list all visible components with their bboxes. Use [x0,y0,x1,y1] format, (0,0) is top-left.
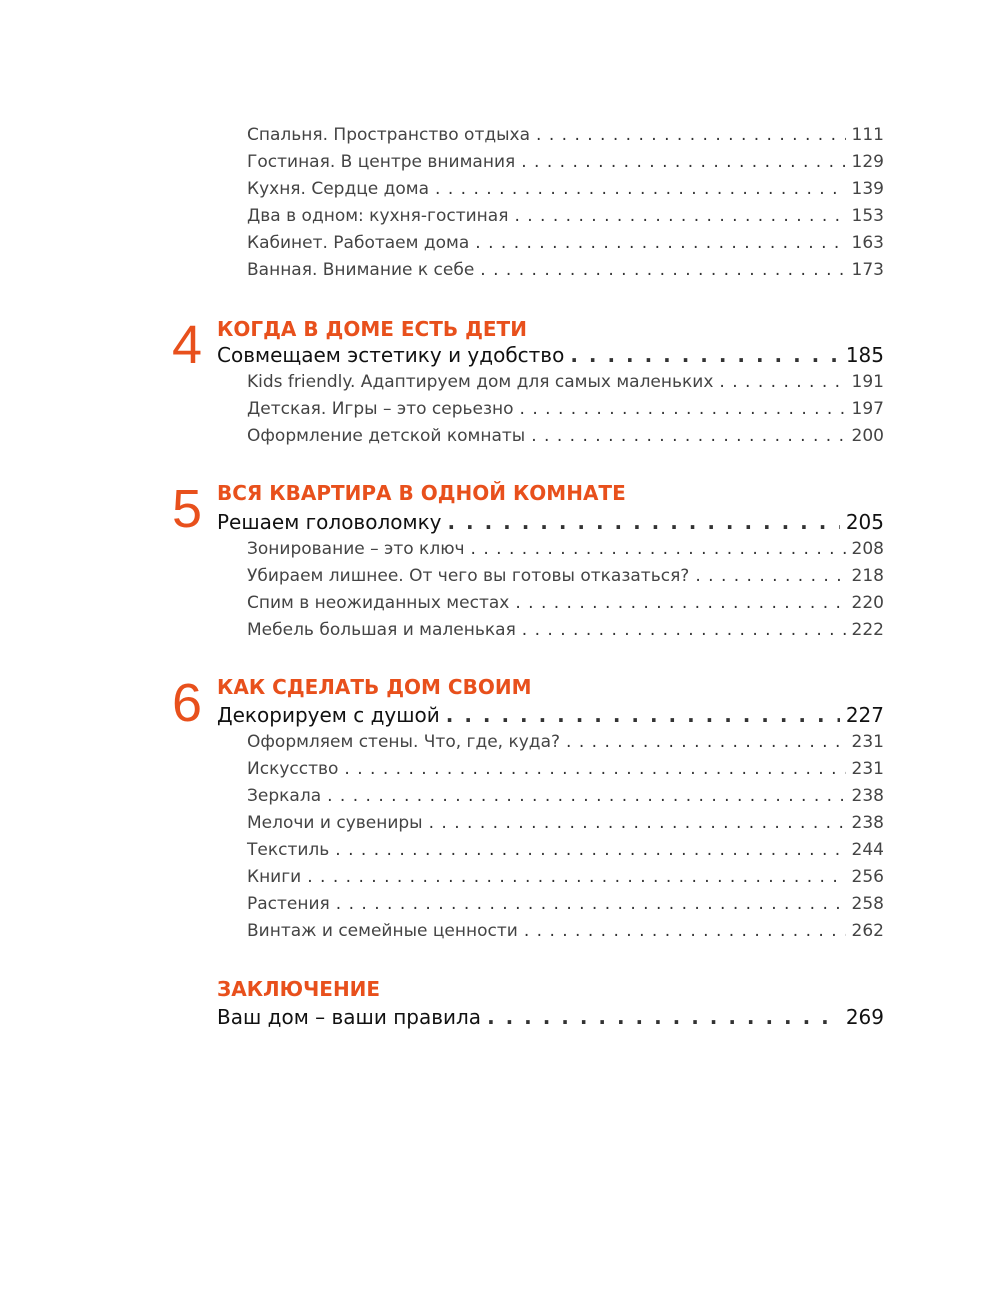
dot-leader [471,539,846,559]
toc-entry-title: Ваш дом – ваши правила [217,1005,482,1029]
dot-leader [531,426,845,446]
dot-leader [521,152,845,172]
toc-entry[interactable] [247,921,884,941]
dot-leader [522,620,846,640]
toc-entry[interactable] [247,566,884,586]
toc-main-entry[interactable] [217,1005,884,1029]
toc-main-entry[interactable] [217,703,884,727]
toc-entry-page: 269 [845,1005,884,1029]
chapter-number: 4 [172,315,203,375]
toc-entry-page: 208 [851,539,884,559]
chapter-title[interactable]: ВСЯ КВАРТИРА В ОДНОЙ КОМНАТЕ [217,481,626,505]
toc-entry-page: 238 [851,786,884,806]
toc-entry-page: 262 [851,921,884,941]
toc-entry-title: Винтаж и семейные ценности [247,921,518,941]
toc-entry-page: 238 [851,813,884,833]
toc-entry[interactable] [247,233,884,253]
toc-entry[interactable] [247,840,884,860]
toc-entry-page: 173 [851,260,884,280]
toc-entry-title: Kids friendly. Адаптируем дом для самых маленьких [247,372,714,392]
toc-entry[interactable] [247,813,884,833]
toc-entry-title: Детская. Игры – это серьезно [247,399,514,419]
dot-leader [514,206,845,226]
toc-entry-title: Спим в неожиданных местах [247,593,510,613]
chapter-number: 6 [172,673,203,733]
dot-leader [480,260,845,280]
toc-entry-title: Мебель большая и маленькая [247,620,516,640]
toc-main-entry[interactable] [217,343,884,367]
dot-leader [475,233,845,253]
toc-entry-page: 258 [851,894,884,914]
toc-entry-title: Искусство [247,759,339,779]
dot-leader [520,399,846,419]
dot-leader [336,894,846,914]
toc-entry-title: Два в одном: кухня-гостиная [247,206,509,226]
toc-entry-title: Мелочи и сувениры [247,813,423,833]
dot-leader [435,179,846,199]
toc-entry[interactable] [247,894,884,914]
toc-entry[interactable] [247,260,884,280]
dot-leader [335,840,845,860]
toc-entry[interactable] [247,732,884,752]
toc-entry-page: 256 [851,867,884,887]
toc-entry-title: Убираем лишнее. От чего вы готовы отказаться? [247,566,690,586]
toc-entry[interactable] [247,786,884,806]
toc-entry-title: Оформление детской комнаты [247,426,526,446]
toc-entry-page: 205 [845,510,884,534]
chapter-title[interactable]: КОГДА В ДОМЕ ЕСТЬ ДЕТИ [217,317,527,341]
toc-entry-page: 139 [851,179,884,199]
toc-entry[interactable] [247,759,884,779]
dot-leader [524,921,846,941]
toc-entry-page: 222 [851,620,884,640]
toc-entry[interactable] [247,539,884,559]
toc-entry[interactable] [247,399,884,419]
toc-entry-page: 231 [851,759,884,779]
toc-entry[interactable] [247,593,884,613]
conclusion-title[interactable]: ЗАКЛЮЧЕНИЕ [217,977,381,1001]
toc-entry-title: Оформляем стены. Что, где, куда? [247,732,561,752]
dot-leader [307,867,845,887]
toc-entry-title: Кухня. Сердце дома [247,179,430,199]
dot-leader [536,125,846,145]
dot-leader [719,372,845,392]
toc-entry-title: Декорируем с душой [217,703,440,727]
chapter-number: 5 [172,479,203,539]
toc-entry-title: Книги [247,867,302,887]
toc-entry-page: 153 [851,206,884,226]
dot-leader [695,566,845,586]
toc-entry-page: 163 [851,233,884,253]
dot-leader [429,813,846,833]
toc-entry-title: Зонирование – это ключ [247,539,465,559]
dot-leader [344,759,845,779]
toc-entry-title: Ванная. Внимание к себе [247,260,475,280]
toc-entry[interactable] [247,125,884,145]
toc-entry[interactable] [247,620,884,640]
toc-entry-page: 218 [851,566,884,586]
toc-main-entry[interactable] [217,510,884,534]
toc-entry-page: 244 [851,840,884,860]
toc-entry[interactable] [247,426,884,446]
toc-entry-title: Решаем головоломку [217,510,442,534]
toc-entry-title: Текстиль [247,840,330,860]
toc-entry[interactable] [247,179,884,199]
dot-leader [447,510,839,534]
toc-entry-page: 227 [845,703,884,727]
dot-leader [515,593,845,613]
toc-entry[interactable] [247,152,884,172]
toc-entry-page: 220 [851,593,884,613]
dot-leader [566,732,846,752]
dot-leader [446,703,840,727]
toc-entry-title: Растения [247,894,330,914]
dot-leader [487,1005,840,1029]
chapter-title[interactable]: КАК СДЕЛАТЬ ДОМ СВОИМ [217,675,532,699]
toc-entry-page: 129 [851,152,884,172]
toc-entry-title: Совмещаем эстетику и удобство [217,343,565,367]
toc-entry-page: 111 [851,125,884,145]
toc-entry-title: Гостиная. В центре внимания [247,152,516,172]
dot-leader [570,343,839,367]
dot-leader [327,786,845,806]
toc-entry-page: 200 [851,426,884,446]
toc-entry-title: Спальня. Пространство отдыха [247,125,531,145]
toc-entry[interactable] [247,206,884,226]
toc-entry-page: 231 [851,732,884,752]
toc-entry[interactable] [247,372,884,392]
toc-entry-title: Кабинет. Работаем дома [247,233,470,253]
toc-entry-page: 197 [851,399,884,419]
toc-entry[interactable] [247,867,884,887]
toc-entry-page: 185 [845,343,884,367]
toc-entry-page: 191 [851,372,884,392]
toc-entry-title: Зеркала [247,786,322,806]
